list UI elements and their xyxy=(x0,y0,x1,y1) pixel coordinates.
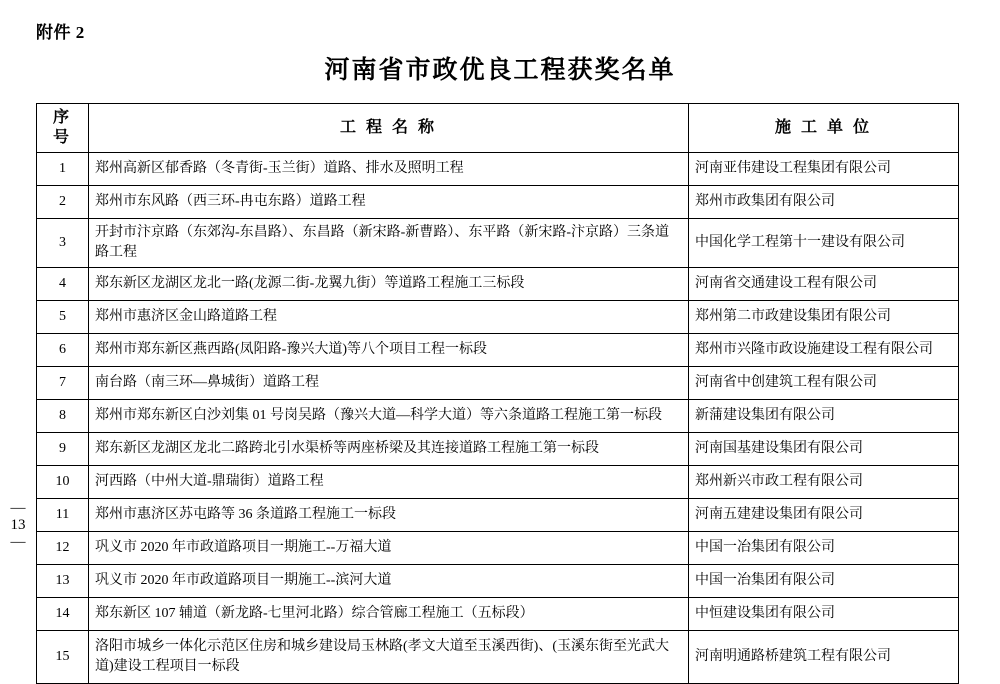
table-row xyxy=(37,186,959,219)
cell-project: 郑东新区 107 辅道（新龙路-七里河北路）综合管廊工程施工（五标段） xyxy=(89,598,689,631)
cell-project: 郑州市东风路（西三环-冉屯东路）道路工程 xyxy=(89,186,689,219)
cell-no: 14 xyxy=(37,598,89,631)
cell-no: 10 xyxy=(37,466,89,499)
table-body xyxy=(37,153,959,684)
cell-unit: 中国一冶集团有限公司 xyxy=(689,565,959,598)
cell-project: 郑州市郑东新区燕西路(凤阳路-豫兴大道)等八个项目工程一标段 xyxy=(89,334,689,367)
column-header-unit: 施 工 单 位 xyxy=(689,104,959,153)
cell-project: 洛阳市城乡一体化示范区住房和城乡建设局玉林路(孝文大道至玉溪西街)、(玉溪东街至光武大道)建设工程项目一标段 xyxy=(89,631,689,684)
cell-unit: 郑州第二市政建设集团有限公司 xyxy=(689,301,959,334)
cell-unit: 河南省交通建设工程有限公司 xyxy=(689,268,959,301)
cell-no: 7 xyxy=(37,367,89,400)
cell-unit: 新蒲建设集团有限公司 xyxy=(689,400,959,433)
table-row xyxy=(37,268,959,301)
table-row xyxy=(37,301,959,334)
table-row xyxy=(37,466,959,499)
attachment-label: 附件 2 xyxy=(36,23,85,42)
table-row xyxy=(37,219,959,268)
cell-no: 5 xyxy=(37,301,89,334)
table-row xyxy=(37,631,959,684)
cell-unit: 河南省中创建筑工程有限公司 xyxy=(689,367,959,400)
cell-unit: 河南亚伟建设工程集团有限公司 xyxy=(689,153,959,186)
cell-unit: 中国化学工程第十一建设有限公司 xyxy=(689,219,959,268)
cell-unit: 中国一冶集团有限公司 xyxy=(689,532,959,565)
page-title: 河南省市政优良工程获奖名单 xyxy=(324,57,676,84)
cell-project: 郑州市惠济区金山路道路工程 xyxy=(89,301,689,334)
column-header-project: 工 程 名 称 xyxy=(89,104,689,153)
cell-unit: 郑州市政集团有限公司 xyxy=(689,186,959,219)
cell-project: 开封市汴京路（东郊沟-东昌路）、东昌路（新宋路-新曹路）、东平路（新宋路-汴京路）三条道路工程 xyxy=(89,219,689,268)
cell-project: 郑州市郑东新区白沙刘集 01 号岗吴路（豫兴大道—科学大道）等六条道路工程施工第一标段 xyxy=(89,400,689,433)
table-row xyxy=(37,499,959,532)
cell-project: 巩义市 2020 年市政道路项目一期施工--滨河大道 xyxy=(89,565,689,598)
table-header-row xyxy=(37,104,959,153)
table-row xyxy=(37,532,959,565)
cell-unit: 郑州新兴市政工程有限公司 xyxy=(689,466,959,499)
table-row xyxy=(37,400,959,433)
cell-project: 南台路（南三环—鼻城街）道路工程 xyxy=(89,367,689,400)
cell-no: 6 xyxy=(37,334,89,367)
cell-no: 4 xyxy=(37,268,89,301)
cell-no: 13 xyxy=(37,565,89,598)
cell-unit: 河南五建建设集团有限公司 xyxy=(689,499,959,532)
cell-no: 1 xyxy=(37,153,89,186)
table-row xyxy=(37,598,959,631)
cell-unit: 河南明通路桥建筑工程有限公司 xyxy=(689,631,959,684)
cell-no: 8 xyxy=(37,400,89,433)
cell-unit: 中恒建设集团有限公司 xyxy=(689,598,959,631)
table-row xyxy=(37,565,959,598)
award-table-container xyxy=(36,103,958,684)
cell-project: 河西路（中州大道-鼎瑞街）道路工程 xyxy=(89,466,689,499)
cell-project: 郑东新区龙湖区龙北二路跨北引水渠桥等两座桥梁及其连接道路工程施工第一标段 xyxy=(89,433,689,466)
cell-project: 巩义市 2020 年市政道路项目一期施工--万福大道 xyxy=(89,532,689,565)
award-table xyxy=(36,103,959,684)
page-number xyxy=(6,500,30,551)
cell-no: 12 xyxy=(37,532,89,565)
cell-no: 3 xyxy=(37,219,89,268)
cell-no: 11 xyxy=(37,499,89,532)
cell-project: 郑州高新区郁香路（冬青街-玉兰街）道路、排水及照明工程 xyxy=(89,153,689,186)
column-header-no: 序 号 xyxy=(37,104,89,153)
cell-no: 2 xyxy=(37,186,89,219)
table-row xyxy=(37,433,959,466)
cell-project: 郑州市惠济区苏屯路等 36 条道路工程施工一标段 xyxy=(89,499,689,532)
cell-no: 15 xyxy=(37,631,89,684)
cell-no: 9 xyxy=(37,433,89,466)
page-number-text: — 13 — xyxy=(10,500,26,550)
cell-project: 郑东新区龙湖区龙北一路(龙源二街-龙翼九街）等道路工程施工三标段 xyxy=(89,268,689,301)
table-row xyxy=(37,153,959,186)
cell-unit: 郑州市兴隆市政设施建设工程有限公司 xyxy=(689,334,959,367)
table-row xyxy=(37,334,959,367)
cell-unit: 河南国基建设集团有限公司 xyxy=(689,433,959,466)
table-row xyxy=(37,367,959,400)
